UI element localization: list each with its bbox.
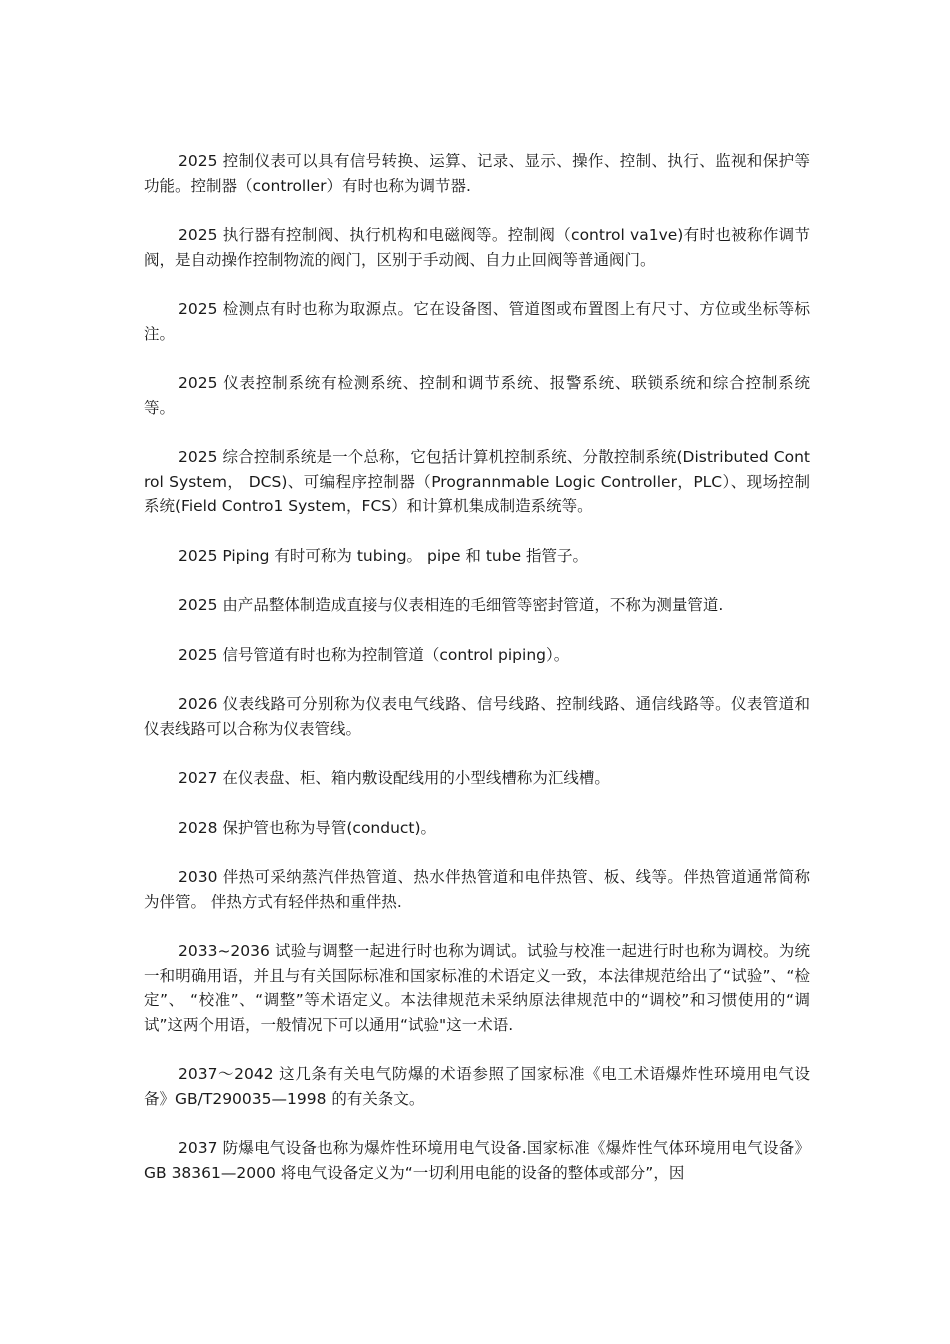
- paragraph-heat-tracing: 2030 伴热可采纳蒸汽伴热管道、热水伴热管道和电伴热管、板、线等。伴热管道通常简称为伴管。 伴热方式有轻伴热和重伴热.: [144, 868, 810, 911]
- paragraph-trunking: 2027 在仪表盘、柜、箱内敷设配线用的小型线槽称为汇线槽。: [178, 769, 610, 787]
- document-body: [144, 149, 810, 1210]
- paragraph-integrated-system: 2025 综合控制系统是一个总称，它包括计算机控制系统、分散控制系统(Distributed Control System， DCS)、可编程序控制器（Progrannmable Logic Controller，PLC）、现场控制系统(Field Contro1 System，FCS）和计算机集成制造系统等。: [144, 448, 810, 515]
- paragraph-explosion-proof: 2037 防爆电气设备也称为爆炸性环境用电气设备.国家标准《爆炸性气体环境用电气设备》GB 38361—2000 将电气设备定义为“一切利用电能的设备的整体或部分”，因: [144, 1139, 810, 1182]
- paragraph-controller: 2025 控制仪表可以具有信号转换、运算、记录、显示、操作、控制、执行、监视和保护等功能。控制器（controller）有时也称为调节器.: [144, 152, 810, 195]
- paragraph-capillary: 2025 由产品整体制造成直接与仪表相连的毛细管等密封管道，不称为测量管道.: [178, 596, 724, 614]
- paragraph-signal-pipe: 2025 信号管道有时也称为控制管道（control piping）。: [178, 645, 570, 664]
- paragraph-testing: 2033~2036 试验与调整一起进行时也称为调试。试验与校准一起进行时也称为调校。为统一和明确用语，并且与有关国际标准和国家标准的术语定义一致，本法律规范给出了“试验”、“检定”、 “校准”、“调整”等术语定义。本法律规范未采纳原法律规范中的“调校”和习惯使用的“调试”这两个用语，一般情况下可以通用“试验"这一术语.: [144, 942, 810, 1034]
- paragraph-piping: 2025 Piping 有时可称为 tubing。 pipe 和 tube 指管子。: [178, 546, 589, 565]
- paragraph-control-system: 2025 仪表控制系统有检测系统、控制和调节系统、报警系统、联锁系统和综合控制系统等。: [144, 374, 810, 417]
- paragraph-actuator: 2025 执行器有控制阀、执行机构和电磁阀等。控制阀（control va1ve)有时也被称作调节阀，是自动操作控制物流的阀门，区别于手动阀、自力止回阀等普通阀门。: [144, 226, 810, 269]
- paragraph-explosion-terms: 2037～2042 这几条有关电气防爆的术语参照了国家标准《电工术语爆炸性环境用电气设备》GB/T290035—1998 的有关条文。: [144, 1065, 810, 1108]
- paragraph-wiring: 2026 仪表线路可分别称为仪表电气线路、信号线路、控制线路、通信线路等。仪表管道和仪表线路可以合称为仪表管线。: [144, 695, 810, 738]
- paragraph-conduit: 2028 保护管也称为导管(conduct)。: [178, 818, 437, 837]
- paragraph-detection-point: 2025 检测点有时也称为取源点。它在设备图、管道图或布置图上有尺寸、方位或坐标等标注。: [144, 300, 810, 343]
